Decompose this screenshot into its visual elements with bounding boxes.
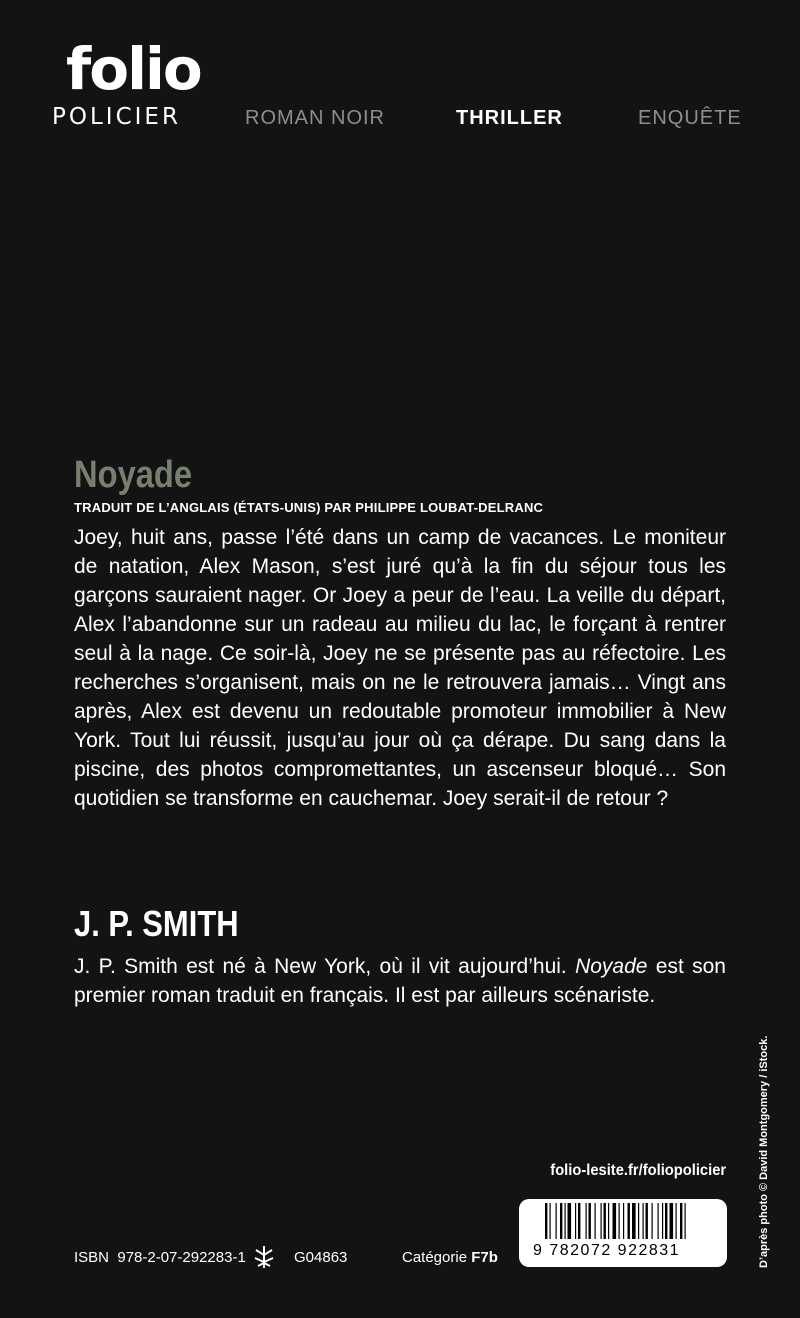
isbn	[74, 1249, 246, 1267]
author-bio-book-title: Noyade	[575, 955, 648, 978]
author-bio-part1: J. P. Smith est né à New York, où il vit aujourd’hui.	[74, 955, 576, 978]
book-summary: Joey, huit ans, passe l’été dans un camp de vacances. Le moniteur de natation, Alex Mason, s’est juré qu’à la fin du séjour tous les garçons sauraient nager. Or Joey a peur de l’eau. La veille du départ, Alex l’abandonne sur un radeau au milieu du lac, le forçant à rentrer seul à la nage. Ce soir-là, Joey ne se présente pas au réfectoire. Les recherches s’organisent, mais on ne le retrouvera jamais… Vingt ans après, Alex est devenu un redoutable promoteur immobilier à New York. Tout lui réussit, jusqu’au jour où ça dérape. Du sang dans la piscine, des photos compromettantes, un ascenseur bloqué… Son quotidien se transforme en cauchemar. Joey serait-il de retour ?	[74, 526, 726, 810]
isbn-label: ISBN	[74, 1249, 110, 1266]
product-code: G04863	[294, 1249, 348, 1266]
photo-credit: D’après photo © David Montgomery / iStock.	[758, 1035, 770, 1268]
category-thriller: THRILLER	[456, 107, 563, 129]
category-value: F7b	[471, 1249, 498, 1266]
category-label: Catégorie	[402, 1249, 468, 1266]
gallimard-emblem-icon	[252, 1244, 276, 1270]
book-title: Noyade	[74, 454, 193, 496]
publisher-website[interactable]: folio-lesite.fr/foliopolicier	[550, 1162, 726, 1179]
folio-logo: folio	[66, 35, 201, 103]
category-enquete: ENQUÊTE	[638, 107, 742, 129]
collection-name: POLICIER	[52, 104, 181, 130]
category-code	[402, 1249, 498, 1267]
barcode	[519, 1199, 727, 1267]
barcode-digits: 9 782072 922831	[533, 1242, 681, 1259]
author-bio-part2: est son premier roman traduit en français. Il est par ailleurs scénariste.	[74, 955, 726, 1007]
author-name: J. P. SMITH	[74, 903, 239, 944]
translator-credit: TRADUIT DE L’ANGLAIS (ÉTATS-UNIS) PAR PHILIPPE LOUBAT-DELRANC	[74, 500, 544, 515]
category-roman-noir: ROMAN NOIR	[245, 107, 385, 129]
isbn-number: 978-2-07-292283-1	[117, 1249, 246, 1266]
author-bio	[74, 952, 726, 1010]
